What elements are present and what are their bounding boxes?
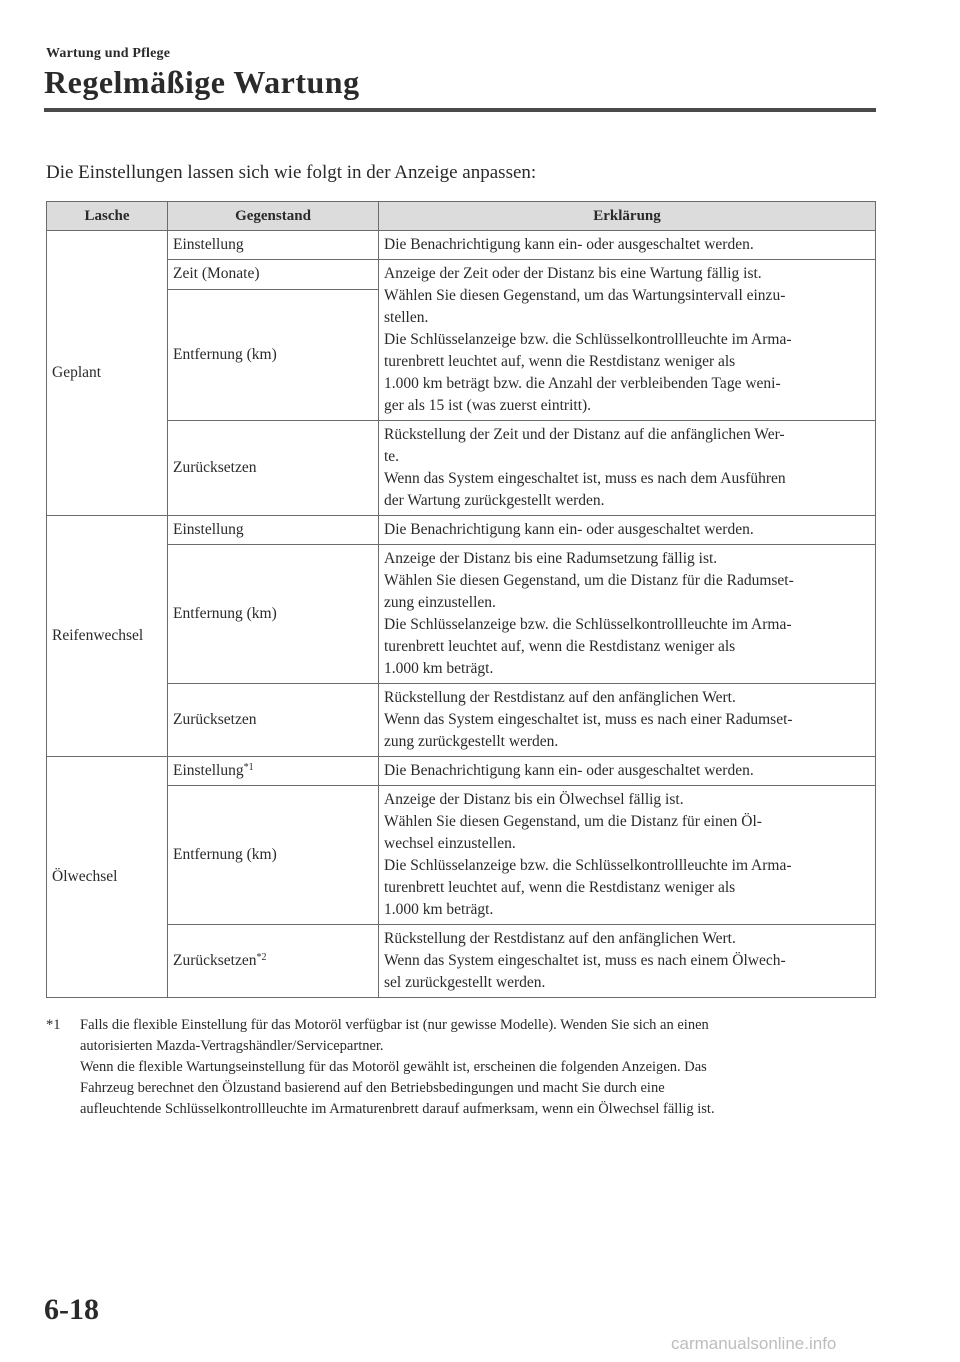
footnote-ref: *2 [256, 952, 267, 963]
tab-cell-oelwechsel: Ölwechsel [47, 757, 168, 998]
page-number: 6-18 [44, 1293, 99, 1326]
footnote [46, 1015, 876, 1120]
table-row [47, 516, 876, 545]
item-label: Zurücksetzen [173, 952, 257, 969]
header-gegenstand: Gegenstand [168, 202, 379, 231]
item-cell: Zurücksetzen [168, 421, 379, 516]
table-row [47, 421, 876, 516]
title-rule [44, 108, 876, 112]
explanation-cell: Rückstellung der Restdistanz auf den anfänglichen Wert. Wenn das System eingeschaltet ist, muss es nach einer Radumset- zung zurückgestellt werden. [379, 684, 876, 757]
table-row [47, 545, 876, 684]
item-cell: Entfernung (km) [168, 545, 379, 684]
table-row [47, 684, 876, 757]
tab-cell-reifenwechsel: Reifenwechsel [47, 516, 168, 757]
section-title: Wartung und Pflege [46, 46, 171, 61]
explanation-cell: Rückstellung der Zeit und der Distanz auf die anfänglichen Wer- te. Wenn das System eingeschaltet ist, muss es nach dem Ausführen der Wartung zurückgestellt werden. [379, 421, 876, 516]
footnote-mark: *1 [46, 1017, 61, 1033]
item-label: Einstellung [173, 762, 244, 779]
table-row [47, 786, 876, 925]
header-lasche: Lasche [47, 202, 168, 231]
explanation-cell: Rückstellung der Restdistanz auf den anfänglichen Wert. Wenn das System eingeschaltet ist, muss es nach einem Ölwech- sel zurückgestellt werden. [379, 925, 876, 998]
tab-cell-geplant: Geplant [47, 231, 168, 516]
explanation-cell: Anzeige der Distanz bis ein Ölwechsel fällig ist. Wählen Sie diesen Gegenstand, um die Distanz für einen Öl- wechsel einzustellen. Die Schlüsselanzeige bzw. die Schlüsselkontrollleuchte im Arma- turenbrett leuchtet auf, wenn die Restdistanz weniger als 1.000 km beträgt. [379, 786, 876, 925]
item-cell: Zurücksetzen [168, 684, 379, 757]
explanation-cell: Die Benachrichtigung kann ein- oder ausgeschaltet werden. [379, 231, 876, 260]
footnote-text: Falls die flexible Einstellung für das Motoröl verfügbar ist (nur gewisse Modelle). Wenden Sie sich an einen autorisierten Mazda-Vertragshändler/Servicepartner. Wenn die flexible Wartungseinstellung für das Motoröl gewählt ist, erscheinen die folgenden Anzeigen. Das Fahrzeug berechnet den Ölzustand basierend auf den Betriebsbedingungen und macht Sie durch eine aufleuchtende Schlüsselkontrollleuchte im Armaturenbrett darauf aufmerksam, wenn ein Ölwechsel fällig ist. [80, 1017, 715, 1117]
item-cell: Einstellung [168, 516, 379, 545]
item-cell [168, 925, 379, 998]
footnotes [46, 1015, 876, 1120]
item-cell: Entfernung (km) [168, 786, 379, 925]
table-row [47, 757, 876, 786]
item-cell: Zeit (Monate) [168, 260, 379, 290]
explanation-cell: Anzeige der Zeit oder der Distanz bis eine Wartung fällig ist. Wählen Sie diesen Gegenstand, um das Wartungsintervall einzu- stellen. Die Schlüsselanzeige bzw. die Schlüsselkontrollleuchte im Arma- turenbrett leuchtet auf, wenn die Restdistanz weniger als 1.000 km beträgt bzw. die Anzahl der verbleibenden Tage weni- ger als 15 ist (was zuerst eintritt). [379, 260, 876, 421]
maintenance-settings-table [46, 201, 876, 998]
item-cell: Einstellung [168, 231, 379, 260]
item-cell [168, 757, 379, 786]
table-row [47, 925, 876, 998]
explanation-cell: Die Benachrichtigung kann ein- oder ausgeschaltet werden. [379, 757, 876, 786]
explanation-cell: Die Benachrichtigung kann ein- oder ausgeschaltet werden. [379, 516, 876, 545]
footnote-ref: *1 [243, 762, 254, 773]
page-title: Regelmäßige Wartung [44, 64, 360, 100]
item-cell: Entfernung (km) [168, 289, 379, 420]
watermark: carmanualsonline.info [671, 1334, 837, 1353]
explanation-cell: Anzeige der Distanz bis eine Radumsetzung fällig ist. Wählen Sie diesen Gegenstand, um die Distanz für die Radumset- zung einzustellen. Die Schlüsselanzeige bzw. die Schlüsselkontrollleuchte im Arma- turenbrett leuchtet auf, wenn die Restdistanz weniger als 1.000 km beträgt. [379, 545, 876, 684]
table-row [47, 231, 876, 260]
header-erklaerung: Erklärung [379, 202, 876, 231]
intro-text: Die Einstellungen lassen sich wie folgt in der Anzeige anpassen: [46, 162, 537, 183]
table-header-row [47, 202, 876, 231]
table-row [47, 260, 876, 290]
